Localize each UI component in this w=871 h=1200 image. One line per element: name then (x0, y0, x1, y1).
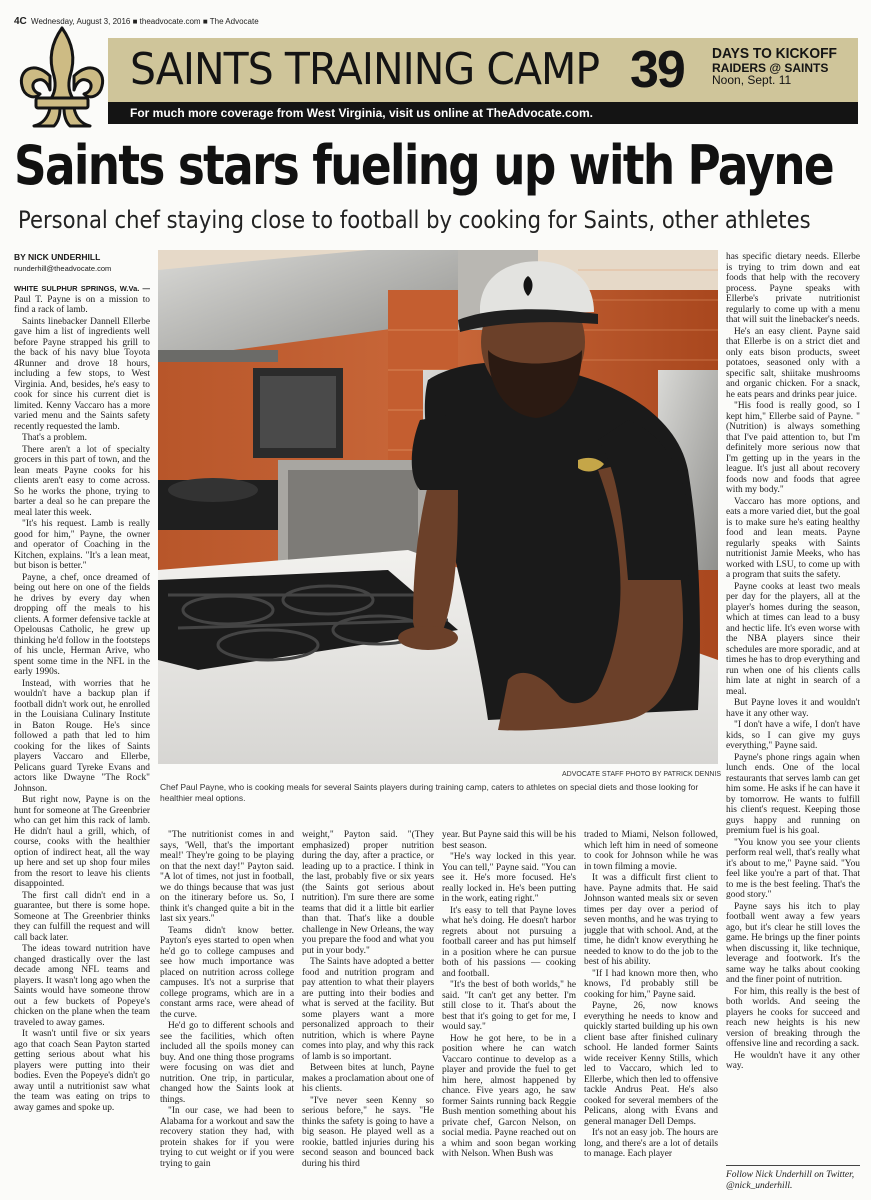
paragraph: He wouldn't have it any other way. (726, 1050, 860, 1071)
article-column-3 (302, 830, 434, 1190)
paragraph: There aren't a lot of specialty grocers in this part of town, and the lean meats Payne cooks for his clients aren't easy to come across. So he works the phone, trying to barter a deal so he can prepare the meal later this week. (14, 444, 150, 518)
section-banner (108, 38, 858, 102)
section-title: SAINTS TRAINING CAMP (130, 44, 600, 95)
article-column-2 (160, 830, 294, 1190)
author-email: nunderhill@theadvocate.com (14, 263, 112, 273)
photo-caption: Chef Paul Payne, who is cooking meals for several Saints players during training camp, caters to athletes on special diets and those looking for healthier meal options. (160, 782, 699, 803)
byline: BY NICK UNDERHILL (14, 252, 101, 262)
paragraph: Between bites at lunch, Payne makes a proclamation about one of his clients. (302, 1063, 434, 1094)
headline: Saints stars fueling up with Payne (14, 134, 834, 197)
kickoff-time: Noon, Sept. 11 (712, 73, 792, 88)
paragraph: "It's his request. Lamb is really good for him," Payne, the owner and operator of Coaching in the Kitchen, explains. "It's a lean meat, but bison is better." (14, 519, 150, 571)
paragraph: "The nutritionist comes in and says, 'Well, that's the important meal!' They're going to be playing on that the next day!" Payton said. "A lot of times, not just in football, we do things because that was just on the itinerary before us. So, I think it's changed quite a bit in the last six years." (160, 830, 294, 924)
paragraph: He's an easy client. Payne said that Ellerbe is on a strict diet and only eats bison products, sweet potatoes, seasoned only with a specific salt, shiitake mushrooms and organic chicken. For a snack, he eats pears and drinks pear juice. (726, 326, 860, 400)
paragraph: Payne, a chef, once dreamed of being out here on one of the fields he drives by every day when dropping off the meals to his clients. A former defensive tackle at Opelousas Catholic, he grew up thinking he'd follow in the footsteps of his uncle, Herman Arive, who spent some time in the NFL in the early 1990s. (14, 572, 150, 677)
paragraph: "If I had known more then, who knows, I'd probably still be cooking for him," Payne said. (584, 968, 718, 1000)
paragraph: Vaccaro has more options, and eats a more varied diet, but the goal is to make sure he's eating healthy food and lean meats. Payne regularly speaks with Saints nutritionist Jamie Meeks, who has worked with LSU, to come up with a program that suits the safety. (726, 496, 860, 580)
paragraph: The first call didn't end in a guarantee, but there is some hope. Someone at The Greenbrier thinks they can fulfill the request and will call back later. (14, 890, 150, 943)
paragraph: Teams didn't know better. Payton's eyes started to open when he'd go to college campuses and see how much importance was placed on nutrition across college campuses. It's not a surprise that college programs, which are in a constant arms race, were ahead of the curve. (160, 925, 294, 1020)
paragraph: But right now, Payne is on the hunt for someone at The Greenbrier who can get him this rack of lamb. He didn't haul a grill, which, of course, cooks with the healthier option of indirect heat, all the way up here and set up shop four miles from the resort to leave his clients disappointed. (14, 795, 150, 889)
matchup: RAIDERS @ SAINTS (712, 60, 829, 75)
article-column-4 (442, 830, 576, 1190)
article-column-5 (584, 830, 718, 1190)
paragraph: WHITE SULPHUR SPRINGS, W.Va. — Paul T. Payne is on a mission to find a rack of lamb. (14, 284, 150, 315)
paragraph: has specific dietary needs. Ellerbe is trying to trim down and eat foods that help with the recovery process. Payne speaks with Ellerbe's private nutritionist regularly to come up with a menu that will suit the linebacker's needs. (726, 252, 860, 325)
paragraph: But Payne loves it and wouldn't have it any other way. (726, 698, 860, 719)
deck-subheadline: Personal chef staying close to football by cooking for Saints, other athletes (18, 206, 811, 234)
paragraph: Payne's phone rings again when lunch ends. One of the local restaurants that serves lamb can get him some. He asks if he can have it by tomorrow. He wants to fulfill his client's request. Keeping those guys happy and running on premium fuel is his goal. (726, 752, 860, 836)
paragraph: traded to Miami, Nelson followed, which left him in need of someone to cook for Johnson while he was in town filming a movie. (584, 830, 718, 872)
paragraph: It wasn't until five or six years ago that coach Sean Payton started getting serious about what his players were putting into their bodies. Even the Popeye's didn't go away until a nutritionist saw what the team was eating on trips to away games and spoke up. (14, 1029, 150, 1113)
paragraph: It's not an easy job. The hours are long, and there's are a lot of details to manage. Each player (584, 1128, 718, 1159)
article-column-6 (726, 252, 860, 1172)
paragraph: Payne cooks at least two meals per day for the players, all at the player's homes during the season, which at times can lead to a busy and hectic life. It's even worse with the NBA players since their schedules are more sporadic, and at times he has to drop everything and run when one of his clients calls him late at night in search of a meal. (726, 581, 860, 697)
paragraph: "I've never seen Kenny so serious before," he says. "He thinks the safety is going to have a big season. He played well as a rookie, battled injuries during his second season and bounced back during his third (302, 1095, 434, 1169)
paragraph: "He's way locked in this year. You can tell," Payne said. "You can see it. He's more focused. He's really locked in. He's been putting in the work, eating right." (442, 852, 576, 904)
photo-credit: ADVOCATE STAFF PHOTO BY PATRICK DENNIS (562, 771, 722, 778)
dateline: WHITE SULPHUR SPRINGS, W.Va. — (14, 284, 150, 293)
paragraph: How he got here, to be in a position where he can watch Vaccaro continue to develop as a player and provide the fuel to get him here, almost happened by chance. Five years ago, he saw former Saints running back Reggie Bush mention something about his private chef, Garcon Nelson, on social media. Payne reached out on a whim and soon began working with Nelson. When Bush was (442, 1033, 576, 1159)
paragraph: It was a difficult first client to have. Payne admits that. He said Johnson wanted meals six or seven times per day over a period of seven months, and he was trying to juggle that with school. And, at the time, he didn't know everything he needed to know to do the job to the best of his ability. (584, 873, 718, 967)
paragraph: weight," Payton said. "(They emphasized) proper nutrition during the day, after a practice, or leading up to a practice. I think in the last, probably five or six years (the Saints got serious about nutrition). I'm sure there are some teams that did it a little bit earlier than that. That's like a double challenge in New Orleans, the way you prepare the food and what you put in your body." (302, 830, 434, 956)
page-number: 4C (14, 16, 27, 27)
paragraph: For him, this really is the best of both worlds. And seeing the players he cooks for succeed and reach new heights is his new version of breaking through the offensive line and recording a sack. (726, 986, 860, 1049)
paragraph: He'd go to different schools and see the facilities, which often included all the spoils money can buy. And one thing those programs were focusing on was diet and nutrition. One trip, in particular, changed how the Saints look at things. (160, 1021, 294, 1105)
paragraph: Instead, with worries that he wouldn't have a backup plan if football didn't work out, he enrolled in the Louisiana Culinary Institute in Baton Rouge. He's since followed a path that led to him cooking for the likes of Saints players Vaccaro and Ellerbe, Pelicans guard Tyreke Evans and actors like Dwayne "The Rock" Johnson. (14, 678, 150, 794)
paragraph: "It's the best of both worlds," he said. "It can't get any better. I'm still close to it. That's about the best that it's going to get for me, I would say." (442, 980, 576, 1032)
paragraph: year. But Payne said this will be his best season. (442, 830, 576, 851)
site-name: theadvocate.com (139, 17, 201, 26)
folio-line: 4C Wednesday, August 3, 2016 ■ theadvocate.com ■ The Advocate (14, 16, 259, 27)
paper-name: The Advocate (209, 17, 259, 26)
paragraph: It's easy to tell that Payne loves what he's doing. He doesn't harbor regrets about not pursuing a football career and has put himself in a position where he can pursue both of his passions — cooking and football. (442, 905, 576, 979)
paragraph: "I don't have a wife, I don't have kids, so I can give my guys everything," Payne said. (726, 720, 860, 751)
countdown-number: 39 (630, 41, 684, 99)
issue-date: Wednesday, August 3, 2016 (31, 17, 131, 26)
paragraph: "In our case, we had been to Alabama for a workout and saw the recovery station they had, with protein shakes for if you were trying to cut weight or if you were trying to gain (160, 1106, 294, 1169)
author-twitter-note: Follow Nick Underhill on Twitter, @nick_underhill. (726, 1165, 860, 1192)
paragraph: "His food is really good, so I kept him," Ellerbe said of Payne. "(Nutrition) is always something that I've paid attention to, but I'm definitely more serious now that I'm getting up in the years in the league. It's just all about recovery foods now and foods that agree with my body." (726, 401, 860, 495)
paragraph: Payne says his itch to play football went away a few years ago, but it's clear he still loves the game. He brings up the finer points when discussing it, like technique, leverage and footwork. It's the same way he talks about cooking and the finer point of nutrition. (726, 901, 860, 985)
paragraph: That's a problem. (22, 433, 87, 443)
paragraph: Payne, 26, now knows everything he needs to know and quickly started building up his own client base after finished culinary school. He landed former Saints wide receiver Kenny Stills, which led to Vaccaro, which led to Ellerbe, which then led to offensive tackle Andrus Peat. He's also cooked for several members of the Pelicans, along with Evans and general manager Dell Demps. (584, 1001, 718, 1127)
coverage-promo-bar: For much more coverage from West Virginia, visit us online at TheAdvocate.com. (108, 102, 858, 124)
paragraph: "You know you see your clients perform real well, that's really what it's about to me," Payne said. "You feel like you're a part of that. That to me is the best feeling. That's the good story." (726, 837, 860, 900)
chef-kitchen-photo (158, 250, 718, 764)
paragraph: The Saints have adopted a better food and nutrition program and pay attention to what their players are putting into their bodies and what is served at the facility. But some players want a more personalized approach to their nutrition, which is where Payne comes into play, and why this rack of lamb is so important. (302, 957, 434, 1062)
countdown-label: DAYS TO KICKOFF (712, 45, 837, 62)
countdown-details (712, 46, 848, 87)
paragraph: The ideas toward nutrition have changed drastically over the last decade among NFL teams and players. It wasn't long ago when the Saints would have someone throw out a few buckets of Popeye's chicken on the plane when the team traveled to away games. (14, 944, 150, 1028)
article-column-1 (14, 252, 150, 1192)
saints-fleur-de-lis-logo (14, 24, 110, 130)
paragraph: Saints linebacker Dannell Ellerbe gave him a list of ingredients well before Payne strapped his grill to the back of his navy blue Toyota 4Runner and drove 18 hours, including a few stops, to West Virginia. And, besides, he's easy to cook for since his current diet is limited. Kenny Vaccaro has a more varied menu and the Saints safety recently requested the lamb. (14, 316, 150, 432)
